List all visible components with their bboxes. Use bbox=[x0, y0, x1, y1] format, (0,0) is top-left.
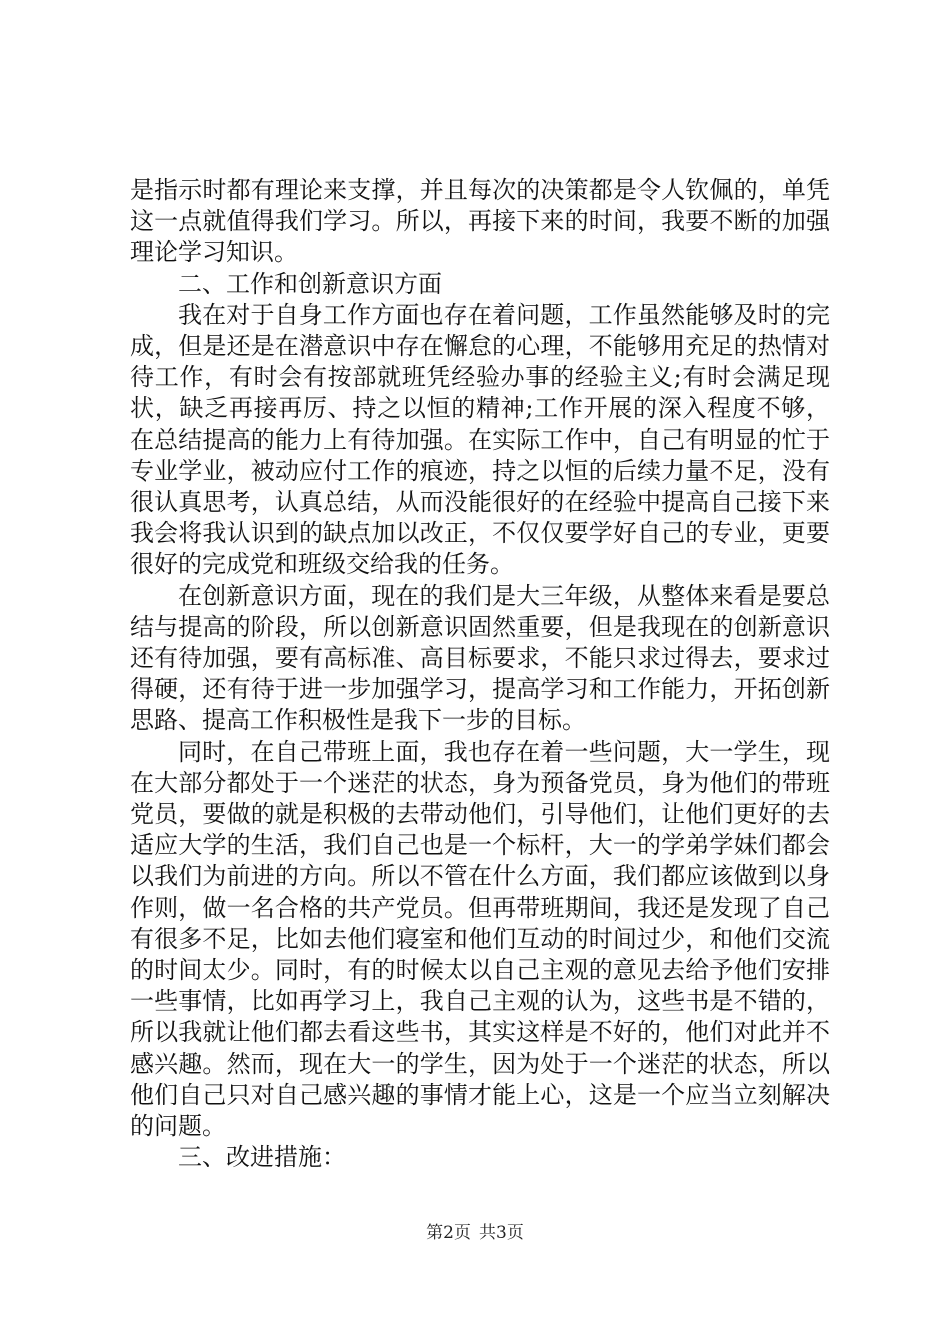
paragraph-continued: 是指示时都有理论来支撑，并且每次的决策都是令人钦佩的，单凭这一点就值得我们学习。所以，再接下来的时间，我要不断的加强理论学习知识。 bbox=[130, 176, 830, 267]
page-footer bbox=[0, 1218, 950, 1243]
paragraph-innovation: 在创新意识方面，现在的我们是大三年级，从整体来看是要总结与提高的阶段，所以创新意识固然重要，但是我现在的创新意识还有待加强，要有高标准、高目标要求，不能只求过得去，要求过得硬，还有待于进一步加强学习，提高学习和工作能力，开拓创新思路、提高工作积极性是我下一步的目标。 bbox=[130, 581, 830, 735]
paragraph-work: 我在对于自身工作方面也存在着问题，工作虽然能够及时的完成，但是还是在潜意识中存在懈怠的心理，不能够用充足的热情对待工作，有时会有按部就班凭经验办事的经验主义;有时会满足现状，缺乏再接再厉、持之以恒的精神;工作开展的深入程度不够，在总结提高的能力上有待加强。在实际工作中，自己有明显的忙于专业学业，被动应付工作的痕迹，持之以恒的后续力量不足，没有很认真思考，认真总结，从而没能很好的在经验中提高自己接下来我会将我认识到的缺点加以改正，不仅仅要学好自己的专业，更要很好的完成党和班级交给我的任务。 bbox=[130, 300, 830, 579]
section-heading-improvement: 三、改进措施： bbox=[178, 1143, 346, 1172]
page-total: 共3页 bbox=[479, 1223, 524, 1243]
paragraph-class-leading: 同时，在自己带班上面，我也存在着一些问题，大一学生，现在大部分都处于一个迷茫的状态，身为预备党员，身为他们的带班党员，要做的就是积极的去带动他们，引导他们，让他们更好的去适应大学的生活，我们自己也是一个标杆，大一的学弟学妹们都会以我们为前进的方向。所以不管在什么方面，我们都应该做到以身作则，做一名合格的共产党员。但再带班期间，我还是发现了自己有很多不足，比如去他们寝室和他们互动的时间过少，和他们交流的时间太少。同时，有的时候太以自己主观的意见去给予他们安排一些事情，比如再学习上，我自己主观的认为，这些书是不错的，所以我就让他们都去看这些书，其实这样是不好的，他们对此并不感兴趣。然而，现在大一的学生，因为处于一个迷茫的状态，所以他们自己只对自己感兴趣的事情才能上心，这是一个应当立刻解决的问题。 bbox=[130, 737, 830, 1141]
section-heading-work-innovation: 二、工作和创新意识方面 bbox=[178, 269, 442, 298]
document-body bbox=[130, 175, 830, 1174]
page-number: 第2页 bbox=[426, 1223, 471, 1243]
